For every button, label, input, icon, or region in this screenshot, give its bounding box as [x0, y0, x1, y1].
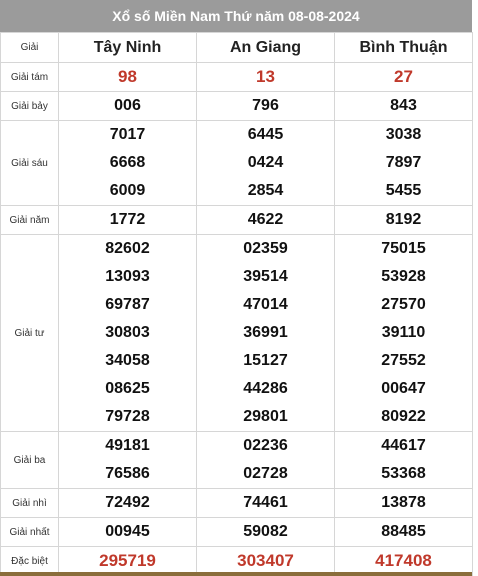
- lottery-number: 4622: [247, 211, 284, 228]
- lottery-number: 36991: [243, 324, 288, 341]
- lottery-number: 39110: [381, 324, 426, 341]
- prize-value: [197, 206, 335, 235]
- lottery-number: 80922: [381, 408, 426, 425]
- lottery-number: 796: [252, 97, 279, 114]
- prize-values: [197, 235, 335, 432]
- prize-label: Đặc biệt: [1, 547, 59, 576]
- lottery-number: 44286: [243, 380, 288, 397]
- lottery-number: 47014: [243, 296, 288, 313]
- lottery-number: 82602: [105, 240, 150, 257]
- lottery-number: 3038: [385, 126, 422, 143]
- lottery-number: 76586: [105, 465, 150, 482]
- lottery-number: 29801: [243, 408, 288, 425]
- lottery-number: 6668: [109, 154, 146, 171]
- bottom-divider: [0, 572, 472, 576]
- lottery-number: 8192: [385, 211, 422, 228]
- lottery-number: 00945: [105, 523, 150, 540]
- lottery-number: 44617: [381, 437, 426, 454]
- lottery-number: 27570: [381, 296, 426, 313]
- results-table: [0, 32, 473, 576]
- prize-label: Giải nhì: [1, 489, 59, 518]
- prize-label: Giải sáu: [1, 121, 59, 206]
- prize-value: [335, 63, 473, 92]
- lottery-number: 006: [114, 97, 141, 114]
- lottery-number: 13: [256, 67, 275, 86]
- prize-value: [197, 92, 335, 121]
- lottery-number: 02236: [243, 437, 288, 454]
- lottery-number: 02359: [243, 240, 288, 257]
- header-row: [1, 33, 473, 63]
- prize-value: [59, 518, 197, 547]
- prize-values: [59, 432, 197, 489]
- prize-row-g6: [1, 121, 473, 206]
- lottery-number: 49181: [105, 437, 150, 454]
- prize-row-g3: [1, 432, 473, 489]
- lottery-number: 30803: [105, 324, 150, 341]
- lottery-number: 34058: [105, 352, 150, 369]
- lottery-number: 72492: [105, 494, 150, 511]
- lottery-number: 843: [390, 97, 417, 114]
- prize-row-g8: [1, 63, 473, 92]
- lottery-number: 13093: [105, 268, 150, 285]
- lottery-number: 08625: [105, 380, 150, 397]
- prize-label: Giải tư: [1, 235, 59, 432]
- prize-value: [197, 518, 335, 547]
- prize-value: [335, 518, 473, 547]
- prize-value: [335, 489, 473, 518]
- prize-value: [197, 63, 335, 92]
- prize-values: [335, 432, 473, 489]
- prize-value: [335, 206, 473, 235]
- prize-row-g5: [1, 206, 473, 235]
- province-an-giang: An Giang: [197, 33, 335, 63]
- prize-value: [335, 92, 473, 121]
- prize-value: [59, 206, 197, 235]
- lottery-number: 15127: [243, 352, 288, 369]
- prize-value: [59, 489, 197, 518]
- lottery-number: 417408: [375, 551, 432, 570]
- prize-label: Giải nhất: [1, 518, 59, 547]
- header-label: Giải: [1, 33, 59, 63]
- prize-values: [335, 121, 473, 206]
- page-title: Xổ số Miền Nam Thứ năm 08-08-2024: [0, 0, 472, 32]
- prize-label: Giải ba: [1, 432, 59, 489]
- prize-values: [197, 121, 335, 206]
- prize-values: [197, 432, 335, 489]
- prize-values: [335, 235, 473, 432]
- lottery-number: 5455: [385, 182, 422, 199]
- prize-row-g2: [1, 489, 473, 518]
- lottery-number: 74461: [243, 494, 288, 511]
- lottery-number: 295719: [99, 551, 156, 570]
- lottery-number: 7017: [109, 126, 146, 143]
- lottery-number: 0424: [247, 154, 284, 171]
- province-binh-thuan: Bình Thuận: [335, 33, 473, 63]
- lottery-number: 79728: [105, 408, 150, 425]
- prize-values: [59, 235, 197, 432]
- lottery-number: 02728: [243, 465, 288, 482]
- prize-value: [59, 63, 197, 92]
- lottery-number: 59082: [243, 523, 288, 540]
- prize-row-g7: [1, 92, 473, 121]
- prize-label: Giải năm: [1, 206, 59, 235]
- lottery-number: 98: [118, 67, 137, 86]
- prize-value: [197, 489, 335, 518]
- lottery-number: 2854: [247, 182, 284, 199]
- lottery-number: 75015: [381, 240, 426, 257]
- lottery-number: 6009: [109, 182, 146, 199]
- prize-value: [59, 92, 197, 121]
- lottery-number: 27552: [381, 352, 426, 369]
- lottery-number: 53368: [381, 465, 426, 482]
- lottery-number: 00647: [381, 380, 426, 397]
- lottery-number: 27: [394, 67, 413, 86]
- prize-row-g1: [1, 518, 473, 547]
- lottery-number: 39514: [243, 268, 288, 285]
- lottery-number: 69787: [105, 296, 150, 313]
- lottery-number: 7897: [385, 154, 422, 171]
- lottery-number: 88485: [381, 523, 426, 540]
- prize-row-g4: [1, 235, 473, 432]
- lottery-number: 6445: [247, 126, 284, 143]
- prize-label: Giải bảy: [1, 92, 59, 121]
- prize-label: Giải tám: [1, 63, 59, 92]
- province-tay-ninh: Tây Ninh: [59, 33, 197, 63]
- lottery-number: 303407: [237, 551, 294, 570]
- prize-values: [59, 121, 197, 206]
- lottery-number: 13878: [381, 494, 426, 511]
- lottery-number: 1772: [109, 211, 146, 228]
- lottery-number: 53928: [381, 268, 426, 285]
